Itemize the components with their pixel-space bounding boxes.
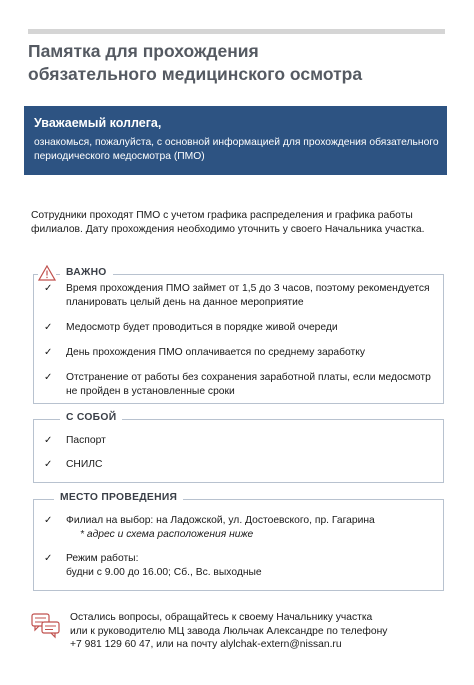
- hours-text: будни с 9.00 до 16.00; Сб., Вс. выходные: [66, 566, 262, 578]
- greeting-banner: [24, 106, 447, 175]
- item-text: Паспорт: [66, 435, 106, 446]
- checkmark-icon: ✓: [44, 283, 53, 294]
- list-item: [44, 371, 434, 399]
- checkmark-icon: ✓: [44, 322, 53, 333]
- checkmark-icon: ✓: [44, 515, 53, 526]
- list-item: [44, 552, 434, 580]
- place-label: МЕСТО ПРОВЕДЕНИЯ: [54, 492, 183, 503]
- hours-label: Режим работы:: [66, 553, 139, 564]
- item-text: СНИЛС: [66, 459, 103, 470]
- banner-text: ознакомься, пожалуйста, с основной информацией для прохождения обязательного периодического медосмотра (ПМО): [34, 137, 439, 162]
- contact-line-3: +7 981 129 60 47, или на почту alylchak-extern@nissan.ru: [70, 639, 342, 650]
- list-item: [44, 514, 434, 542]
- contact-line-1: Остались вопросы, обращайтесь к своему Начальнику участка: [70, 612, 373, 623]
- item-text: День прохождения ПМО оплачивается по среднему заработку: [66, 347, 366, 358]
- important-box: [33, 267, 444, 404]
- list-item: [44, 321, 434, 335]
- page-title: [28, 40, 448, 86]
- contact-text: [70, 611, 460, 652]
- list-item: [44, 458, 434, 472]
- branch-note: * адрес и схема расположения ниже: [80, 528, 254, 540]
- title-line-1: Памятка для прохождения: [28, 41, 259, 61]
- contact-line-2: или к руководителю МЦ завода Люльчак Александре по телефону: [70, 625, 388, 637]
- checkmark-icon: ✓: [44, 459, 53, 470]
- item-text: [66, 514, 436, 541]
- intro-text: Сотрудники проходят ПМО с учетом графика распределения и графика работы филиалов. Дату прохождения необходимо уточнить у своего Начальника участка.: [31, 210, 425, 235]
- checkmark-icon: ✓: [44, 372, 53, 383]
- chat-bubbles-icon: [31, 613, 61, 644]
- checkmark-icon: ✓: [44, 347, 53, 358]
- important-label: ВАЖНО: [60, 267, 113, 278]
- checkmark-icon: ✓: [44, 435, 53, 446]
- banner-greeting: Уважаемый коллега,: [34, 116, 162, 130]
- title-line-2: обязательного медицинского осмотра: [28, 64, 363, 84]
- list-item: [44, 282, 434, 310]
- item-text: Медосмотр будет проводиться в порядке живой очереди: [66, 322, 338, 333]
- item-text: [66, 552, 436, 579]
- list-item: [44, 434, 434, 448]
- list-item: [44, 346, 434, 360]
- item-text: Время прохождения ПМО займет от 1,5 до 3 часов, поэтому рекомендуется планировать целый день на данное мероприятие: [66, 283, 430, 308]
- top-divider: [28, 29, 445, 34]
- bring-label: С СОБОЙ: [60, 412, 122, 423]
- item-text: Отстранение от работы без сохранения заработной платы, если медосмотр не пройден в установленные сроки: [66, 372, 431, 397]
- checkmark-icon: ✓: [44, 553, 53, 564]
- place-box: [33, 492, 444, 591]
- bring-box: [33, 412, 444, 483]
- branch-text: Филиал на выбор: на Ладожской, ул. Достоевского, пр. Гагарина: [66, 515, 375, 526]
